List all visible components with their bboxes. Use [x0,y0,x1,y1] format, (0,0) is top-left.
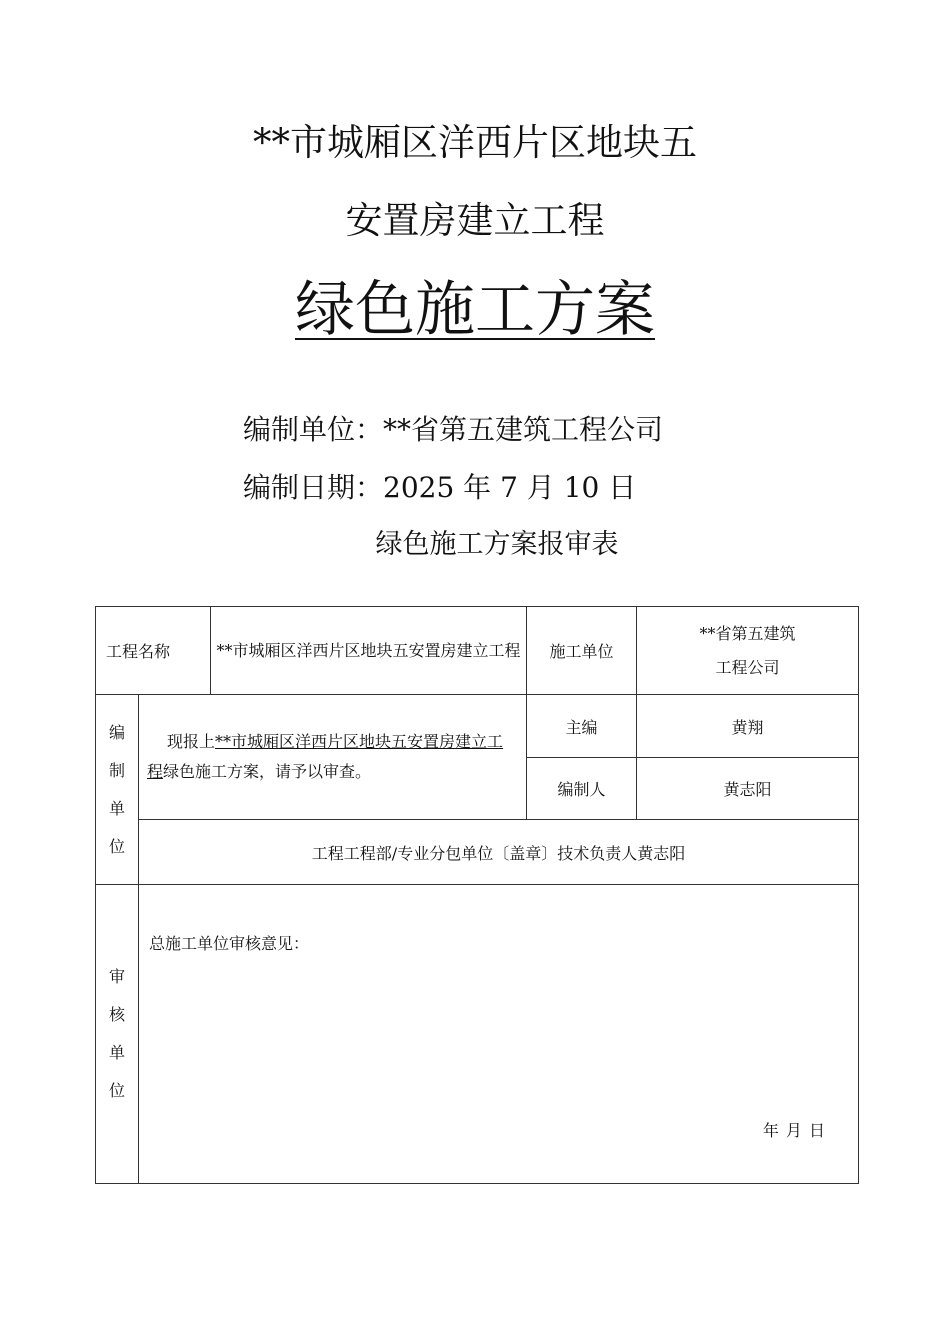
signature-row [96,820,859,885]
document-main-title-text: 绿色施工方案 [295,275,655,345]
review-opinion-area [139,885,859,1184]
compiler-unit-line [243,408,663,448]
review-unit-char: 审 [108,967,125,986]
contractor-value-line2: 工程公司 [715,657,780,677]
form-title [0,522,950,561]
project-name-label: 工程名称 [96,607,211,695]
compile-unit-char: 单 [108,798,125,818]
review-opinion-label: 总施工单位审核意见： [149,934,310,953]
review-row [96,885,859,1184]
compile-unit-vertical-label [96,695,139,885]
compiler-unit-value: **省第五建筑工程公司 [383,413,664,446]
contractor-value-line1: **省第五建筑 [699,623,796,643]
document-main-title [0,262,950,348]
form-title-text: 绿色施工方案报审表 [375,529,619,560]
contractor-value [637,607,859,695]
review-form-table [95,606,859,1184]
document-title-line1: **市城厢区洋西片区地块五 [253,121,697,164]
compile-unit-char: 位 [108,836,125,856]
compiler-person-value: 黄志阳 [637,758,859,820]
review-unit-char: 单 [108,1043,125,1062]
compile-date-line [243,466,636,506]
signature-line: 工程工程部/专业分包单位〔盖章〕技术负责人黄志阳 [139,820,859,885]
review-date: 年 月 日 [762,1121,827,1140]
compile-unit-char: 编 [108,722,125,742]
report-suffix: 绿色施工方案，请予以审查。 [163,762,372,781]
compile-row-1 [96,695,859,758]
compiler-unit-label: 编制单位： [243,413,384,446]
review-unit-char: 位 [108,1081,125,1100]
compile-date-value: 2025 年 7 月 10 日 [383,471,637,504]
compiler-person-label: 编制人 [527,758,637,820]
compile-unit-char: 制 [108,760,125,780]
project-name-value: **市城厢区洋西片区地块五安置房建立工程 [211,607,527,695]
chief-editor-label: 主编 [527,695,637,758]
chief-editor-value: 黄翔 [637,695,859,758]
review-unit-vertical-label [96,885,139,1184]
document-title-line2: 安置房建立工程 [345,199,605,242]
contractor-label: 施工单位 [527,607,637,695]
report-prefix: 现报上 [167,732,216,751]
project-row [96,607,859,695]
report-statement [139,695,527,820]
compile-date-label: 编制日期： [243,471,384,504]
review-unit-char: 核 [108,1005,125,1024]
report-project: **市城厢区洋西片区地块五安置房建立工程 [147,732,504,781]
